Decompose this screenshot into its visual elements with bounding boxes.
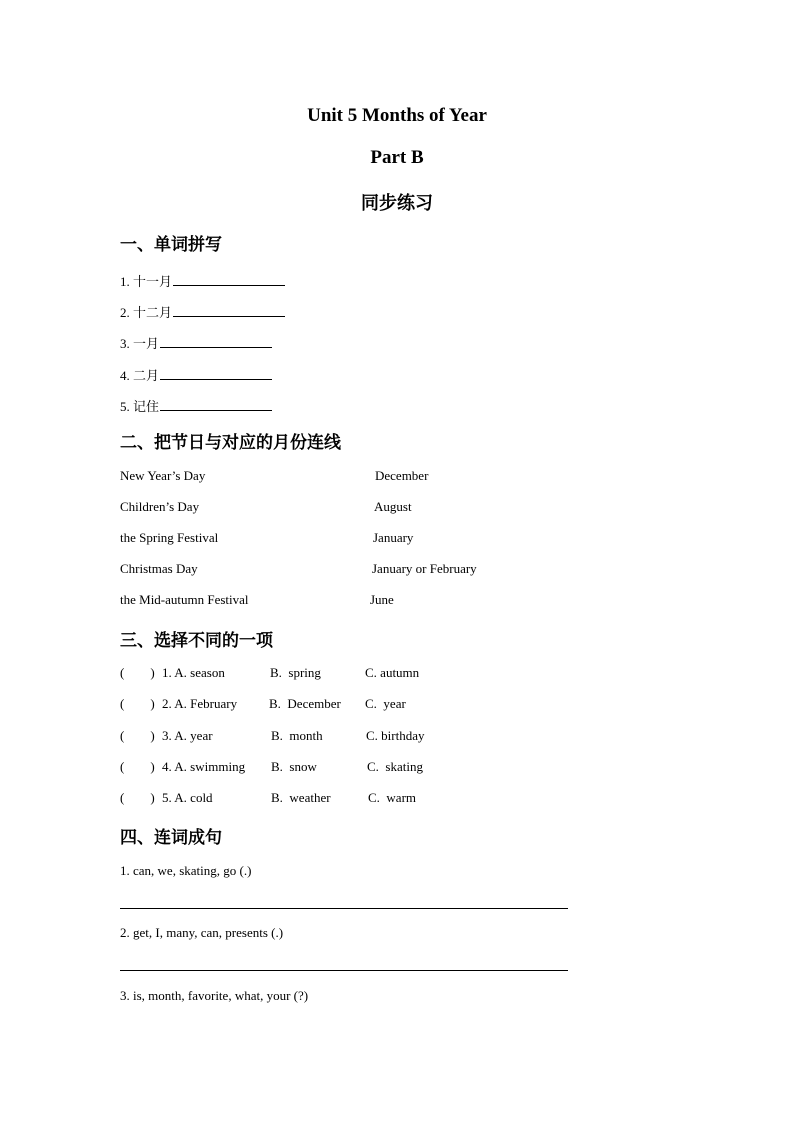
festival-item: the Spring Festival [120,530,219,545]
answer-blank[interactable] [160,367,272,380]
spelling-item [120,365,272,384]
item-word: 一月 [133,337,160,352]
month-item: August [374,499,412,514]
option-a: 4. A. swimming [162,759,246,774]
answer-parens[interactable]: ( ) [120,665,155,680]
option-a: 2. A. February [162,696,238,711]
festival-item: Children’s Day [120,499,200,514]
option-b: B. spring [270,665,321,680]
item-number: 3. [120,336,130,351]
festival-item: the Mid-autumn Festival [120,592,249,607]
part-label: Part B [370,147,424,168]
answer-parens[interactable]: ( ) [120,790,155,805]
spelling-item [120,302,285,321]
item-number: 5. [120,399,130,414]
spelling-item [120,333,272,352]
festival-item: New Year’s Day [120,468,206,483]
document-title: Unit 5 Months of Year [307,105,487,126]
option-a: 1. A. season [162,665,225,680]
section-heading-spelling: 一、单词拼写 [120,235,222,255]
month-item: January or February [372,561,477,576]
item-number: 1. [120,274,130,289]
sentence-prompt: 2. get, I, many, can, presents (.) [120,925,284,940]
section-heading-matching: 二、把节日与对应的月份连线 [120,433,341,453]
festival-item: Christmas Day [120,561,198,576]
section-heading-sentence-building: 四、连词成句 [120,828,222,848]
option-c: C. birthday [366,728,425,743]
answer-blank[interactable] [173,304,285,317]
item-word: 十二月 [133,306,173,321]
option-b: B. month [271,728,323,743]
option-b: B. weather [271,790,331,805]
month-item: December [375,468,429,483]
option-c: C. warm [368,790,417,805]
option-c: C. year [365,696,406,711]
subtitle: 同步练习 [361,193,433,214]
option-b: B. snow [271,759,317,774]
item-word: 十一月 [133,275,173,290]
option-c: C. skating [367,759,423,774]
item-number: 4. [120,368,130,383]
section-heading-odd-one-out: 三、选择不同的一项 [120,631,273,651]
answer-blank[interactable] [160,335,272,348]
option-a: 5. A. cold [162,790,213,805]
item-number: 2. [120,305,130,320]
spelling-item [120,396,272,415]
answer-parens[interactable]: ( ) [120,728,155,743]
option-c: C. autumn [365,665,420,680]
answer-line[interactable] [120,970,568,971]
answer-blank[interactable] [160,398,272,411]
answer-blank[interactable] [173,273,285,286]
option-a: 3. A. year [162,728,213,743]
spelling-item [120,271,285,290]
answer-parens[interactable]: ( ) [120,759,155,774]
sentence-prompt: 1. can, we, skating, go (.) [120,863,252,878]
item-word: 二月 [133,369,160,384]
item-word: 记住 [133,400,160,415]
month-item: January [373,530,414,545]
option-b: B. December [269,696,341,711]
sentence-prompt: 3. is, month, favorite, what, your (?) [120,988,309,1003]
answer-parens[interactable]: ( ) [120,696,155,711]
month-item: June [370,592,394,607]
answer-line[interactable] [120,908,568,909]
